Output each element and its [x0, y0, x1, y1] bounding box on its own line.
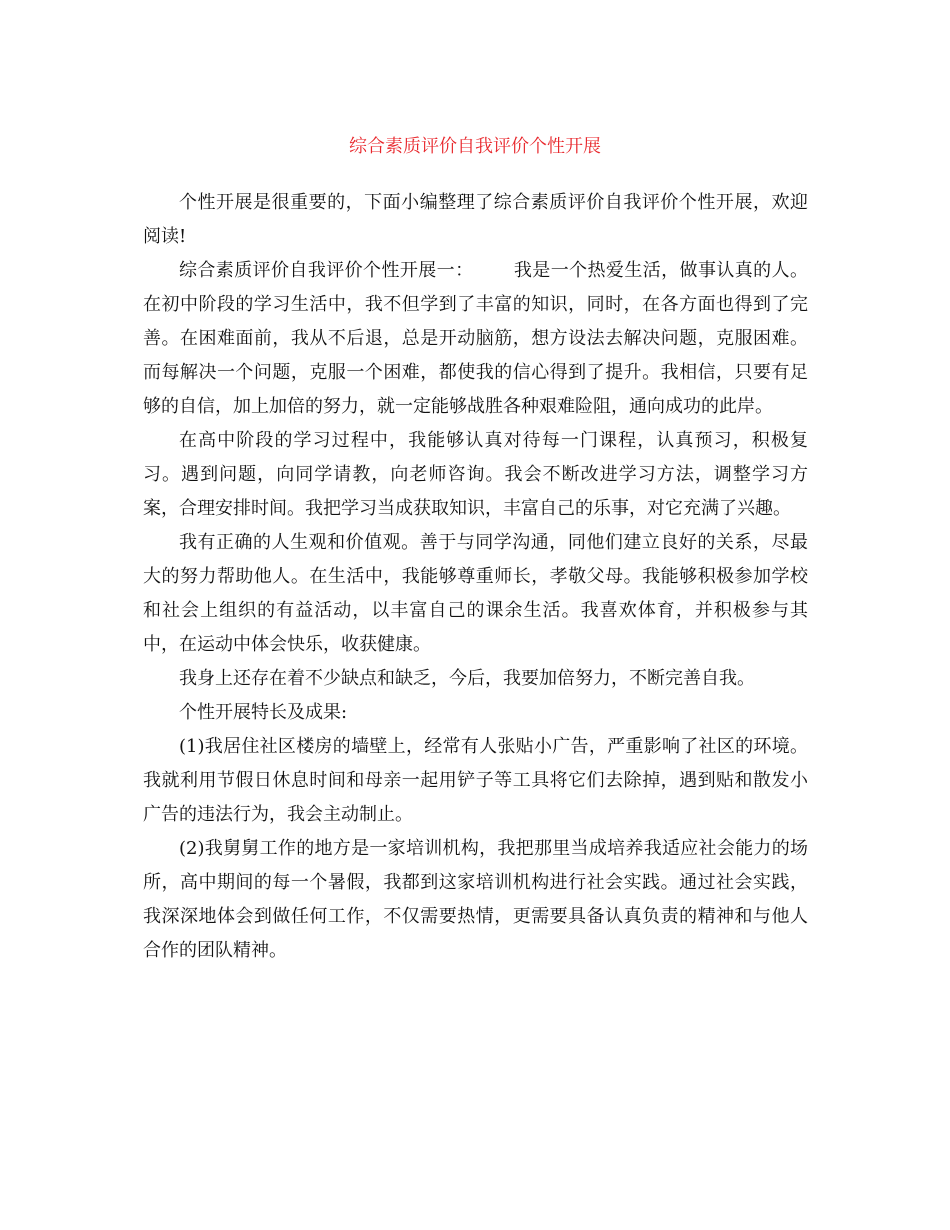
document-title: 综合素质评价自我评价个性开展	[349, 136, 601, 157]
study-paragraph: 在高中阶段的学习过程中，我能够认真对待每一门课程，认真预习，积极复习。遇到问题，向同学请教，向老师咨询。我会不断改进学习方法，调整学习方案，合理安排时间。我把学习当成获取知识，丰富自己的乐事，对它充满了兴趣。	[143, 430, 808, 519]
values-paragraph: 我有正确的人生观和价值观。善于与同学沟通，同他们建立良好的关系，尽最大的努力帮助他人。在生活中，我能够尊重师长，孝敬父母。我能够积极参加学校和社会上组织的有益活动，以丰富自己的课余生活。我喜欢体育，并积极参与其中，在运动中体会快乐，收获健康。	[143, 532, 808, 655]
improvement-paragraph: 我身上还存在着不少缺点和缺乏，今后，我要加倍努力，不断完善自我。	[179, 668, 755, 689]
document-body	[143, 186, 808, 968]
section-one-paragraph	[143, 254, 808, 424]
achievement-item-1: (1)我居住社区楼房的墙壁上，经常有人张贴小广告，严重影响了社区的环境。我就利用节假日休息时间和母亲一起用铲子等工具将它们去除掉，遇到贴和散发小广告的违法行为，我会主动制止。	[143, 736, 808, 825]
section-one-label: 综合素质评价自我评价个性开展一：	[179, 260, 474, 281]
intro-paragraph: 个性开展是很重要的，下面小编整理了综合素质评价自我评价个性开展，欢迎阅读!	[143, 192, 808, 247]
achievement-item-2: (2)我舅舅工作的地方是一家培训机构，我把那里当成培养我适应社会能力的场所，高中期间的每一个暑假，我都到这家培训机构进行社会实践。通过社会实践，我深深地体会到做任何工作，不仅需要热情，更需要具备认真负责的精神和与他人合作的团队精神。	[143, 838, 808, 961]
achievements-heading: 个性开展特长及成果:	[179, 702, 348, 723]
section-one-text: 我是一个热爱生活，做事认真的人。在初中阶段的学习生活中，我不但学到了丰富的知识，同时，在各方面也得到了完善。在困难面前，我从不后退，总是开动脑筋，想方设法去解决问题，克服困难。而每解决一个问题，克服一个困难，都使我的信心得到了提升。我相信，只要有足够的自信，加上加倍的努力，就一定能够战胜各种艰难险阻，通向成功的此岸。	[143, 260, 808, 417]
